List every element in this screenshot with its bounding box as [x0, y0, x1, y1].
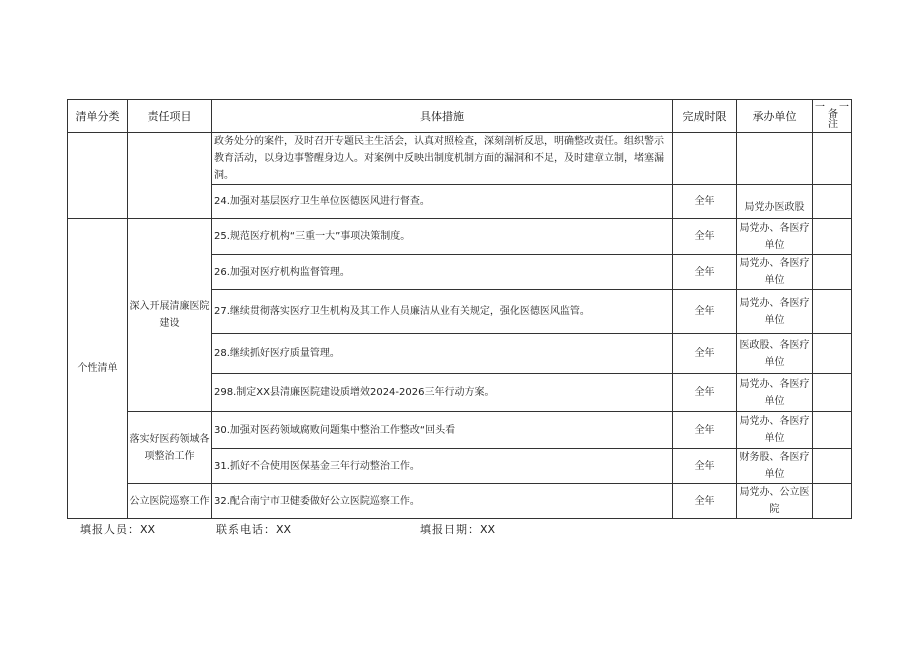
measure-cell: 24.加强对基层医疗卫生单位医德医风进行督查。 — [212, 185, 673, 219]
unit-cell: 医政股、各医疗单位 — [737, 334, 813, 374]
time-cell: 全年 — [673, 374, 737, 412]
time-cell: 全年 — [673, 219, 737, 255]
measure-cell: 27.继续贯彻落实医疗卫生机构及其工作人员廉洁从业有关规定，强化医德医风监管。 — [212, 290, 673, 334]
header-remark — [813, 100, 852, 133]
remark-cell — [813, 449, 852, 484]
unit-cell: 局党办、各医疗单位 — [737, 255, 813, 290]
measure-cell: 31.抓好不合使用医保基金三年行动整治工作。 — [212, 449, 673, 484]
measure-cell: 政务处分的案件，及时召开专题民主生活会，认真对照检查，深刻剖析反思，明确整改责任。组织警示教育活动，以身边事警醒身边人。对案例中反映出制度机制方面的漏洞和不足，及时建章立制，堵塞漏洞。 — [212, 133, 673, 185]
measure-cell: 32.配合南宁市卫健委做好公立医院巡察工作。 — [212, 484, 673, 519]
phone-value: XX — [276, 523, 292, 536]
header-remark-dash-left: 一 — [815, 102, 825, 113]
item-cell: 落实好医药领域各项整治工作 — [128, 412, 212, 484]
measure-cell: 28.继续抓好医疗质量管理。 — [212, 334, 673, 374]
header-measure: 具体措施 — [212, 100, 673, 133]
measure-cell: 298.制定XX县清廉医院建设质增效2024-2026三年行动方案。 — [212, 374, 673, 412]
time-cell: 全年 — [673, 185, 737, 219]
remark-cell — [813, 334, 852, 374]
header-time: 完成时限 — [673, 100, 737, 133]
filler-value: XX — [140, 523, 156, 536]
remark-cell — [813, 255, 852, 290]
phone-label: 联系电话： — [216, 523, 276, 536]
date-value: XX — [480, 523, 496, 536]
measure-cell: 30.加强对医药领域腐败问题集中整治工作整改“回头看 — [212, 412, 673, 449]
header-category: 清单分类 — [68, 100, 128, 133]
date-field — [420, 521, 495, 537]
remark-cell — [813, 290, 852, 334]
time-cell: 全年 — [673, 412, 737, 449]
remark-cell — [813, 185, 852, 219]
unit-cell: 财务股、各医疗单位 — [737, 449, 813, 484]
unit-cell: 局党办、各医疗单位 — [737, 290, 813, 334]
time-cell: 全年 — [673, 484, 737, 519]
header-unit: 承办单位 — [737, 100, 813, 133]
table-header-row — [68, 100, 852, 133]
category-cell: 个性清单 — [68, 219, 128, 519]
measure-cell: 25.规范医疗机构“三重一大”事项决策制度。 — [212, 219, 673, 255]
header-remark-label: 备注 — [828, 109, 838, 130]
table-row — [68, 412, 852, 449]
time-cell: 全年 — [673, 290, 737, 334]
unit-cell: 局党办、公立医院 — [737, 484, 813, 519]
filler-field — [80, 521, 155, 537]
unit-cell: 局党办、各医疗单位 — [737, 374, 813, 412]
date-label: 填报日期： — [420, 523, 480, 536]
time-cell — [673, 133, 737, 185]
category-cell-empty — [68, 133, 128, 219]
item-cell-empty — [128, 133, 212, 219]
filler-label: 填报人员： — [80, 523, 140, 536]
table-row — [68, 219, 852, 255]
measure-cell: 26.加强对医疗机构监督管理。 — [212, 255, 673, 290]
header-item: 责任项目 — [128, 100, 212, 133]
remark-cell — [813, 219, 852, 255]
remark-cell — [813, 412, 852, 449]
phone-field — [216, 521, 291, 537]
time-cell: 全年 — [673, 255, 737, 290]
responsibility-table — [67, 99, 852, 519]
unit-cell: 局党办、各医疗单位 — [737, 219, 813, 255]
remark-cell — [813, 374, 852, 412]
table-row — [68, 484, 852, 519]
remark-cell — [813, 133, 852, 185]
time-cell: 全年 — [673, 334, 737, 374]
unit-cell — [737, 133, 813, 185]
table-row — [68, 133, 852, 185]
remark-cell — [813, 484, 852, 519]
time-cell: 全年 — [673, 449, 737, 484]
unit-cell: 局党办医政股 — [737, 185, 813, 219]
unit-cell: 局党办、各医疗单位 — [737, 412, 813, 449]
item-cell: 公立医院巡察工作 — [128, 484, 212, 519]
item-cell: 深入开展清廉医院建设 — [128, 219, 212, 412]
header-remark-dash-right: 一 — [839, 102, 849, 113]
